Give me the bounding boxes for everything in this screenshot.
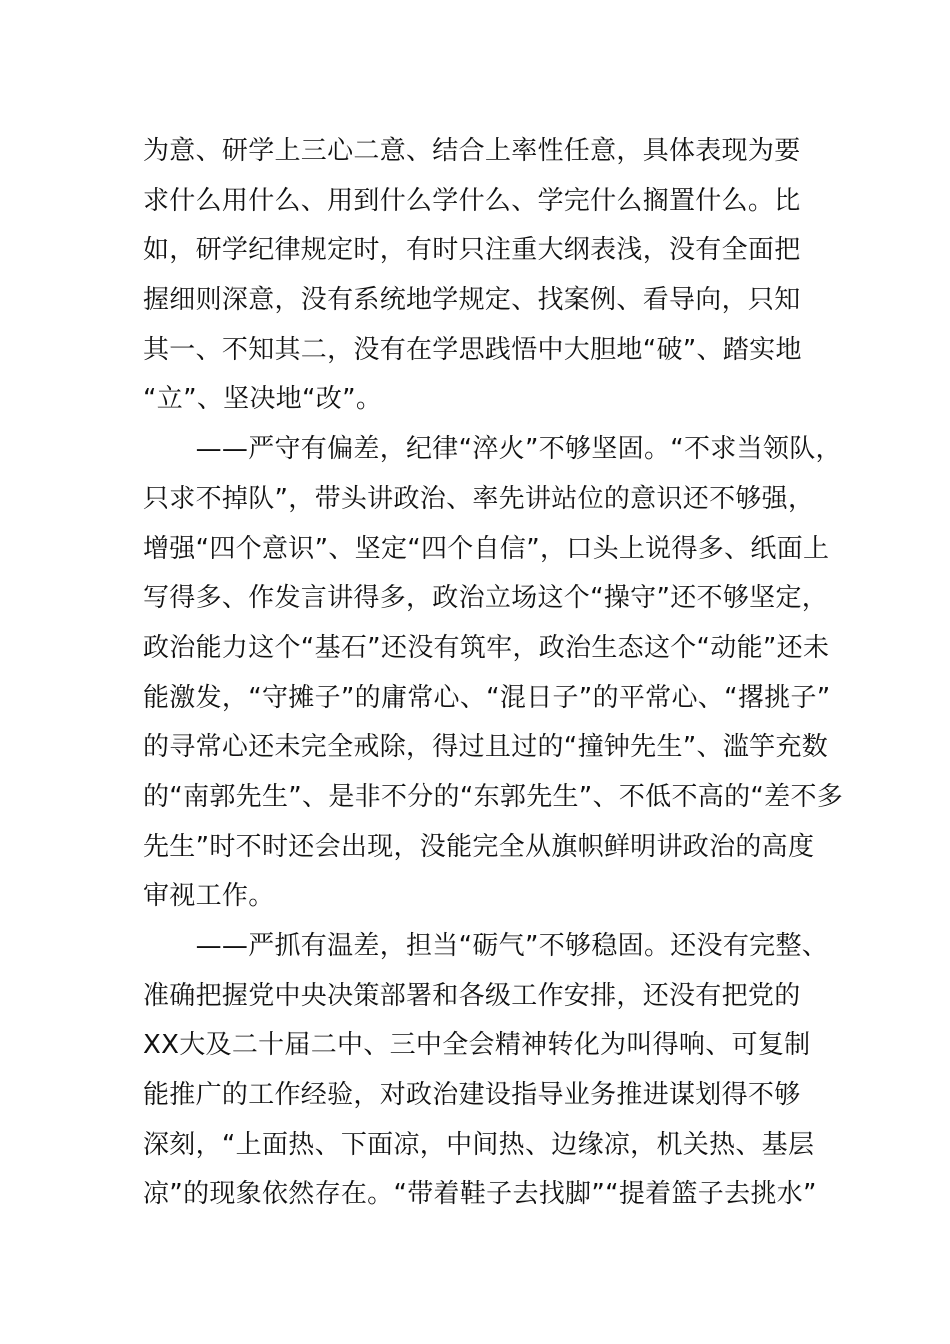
text-line: ——严守有偏差，纪律“淬火”不够坚固。“不求当领队， xyxy=(143,434,842,465)
text-line: ——严抓有温差，担当“砺气”不够稳固。还没有完整、 xyxy=(143,931,829,961)
text-line: 政治能力这个“基石”还没有筑牢，政治生态这个“动能”还未 xyxy=(143,632,830,663)
text-line: XX大及二十届二中、三中全会精神转化为叫得响、可复制 xyxy=(143,1030,811,1061)
text-line: 其一、不知其二，没有在学思践悟中大胆地“破”、踏实地 xyxy=(143,334,802,365)
text-line: 先生”时不时还会出现，没能完全从旗帜鲜明讲政治的高度 xyxy=(143,831,815,862)
text-line: 求什么用什么、用到什么学什么、学完什么搁置什么。比 xyxy=(143,185,801,216)
text-line: 能激发，“守摊子”的庸常心、“混日子”的平常心、“撂挑子” xyxy=(143,682,831,713)
text-line: 的“南郭先生”、是非不分的“东郭先生”、不低不高的“差不多 xyxy=(143,781,844,812)
text-line: “立”、坚决地“改”。 xyxy=(143,384,383,415)
text-line: 为意、研学上三心二意、结合上率性任意，具体表现为要 xyxy=(143,136,801,166)
text-line: 深刻，“上面热、下面凉，中间热、边缘凉，机关热、基层 xyxy=(143,1129,815,1160)
text-line: 能推广的工作经验，对政治建设指导业务推进谋划得不够 xyxy=(143,1080,801,1111)
text-line: 准确把握党中央决策部署和各级工作安排，还没有把党的 xyxy=(143,980,801,1011)
text-line: 握细则深意，没有系统地学规定、找案例、看导向，只知 xyxy=(143,285,801,316)
text-line: 增强“四个意识”、坚定“四个自信”，口头上说得多、纸面上 xyxy=(143,533,830,564)
text-line: 只求不掉队”，带头讲政治、率先讲站位的意识还不够强， xyxy=(143,483,815,514)
text-line: 如，研学纪律规定时，有时只注重大纲表浅，没有全面把 xyxy=(143,235,801,266)
text-line: 审视工作。 xyxy=(143,881,275,912)
text-line: 写得多、作发言讲得多，政治立场这个“操守”还不够坚定， xyxy=(143,583,829,614)
text-line: 凉”的现象依然存在。“带着鞋子去找脚”“提着篮子去挑水” xyxy=(143,1179,817,1210)
document-body xyxy=(143,127,844,1220)
text-line: 的寻常心还未完全戒除，得过且过的“撞钟先生”、滥竽充数 xyxy=(143,732,829,763)
